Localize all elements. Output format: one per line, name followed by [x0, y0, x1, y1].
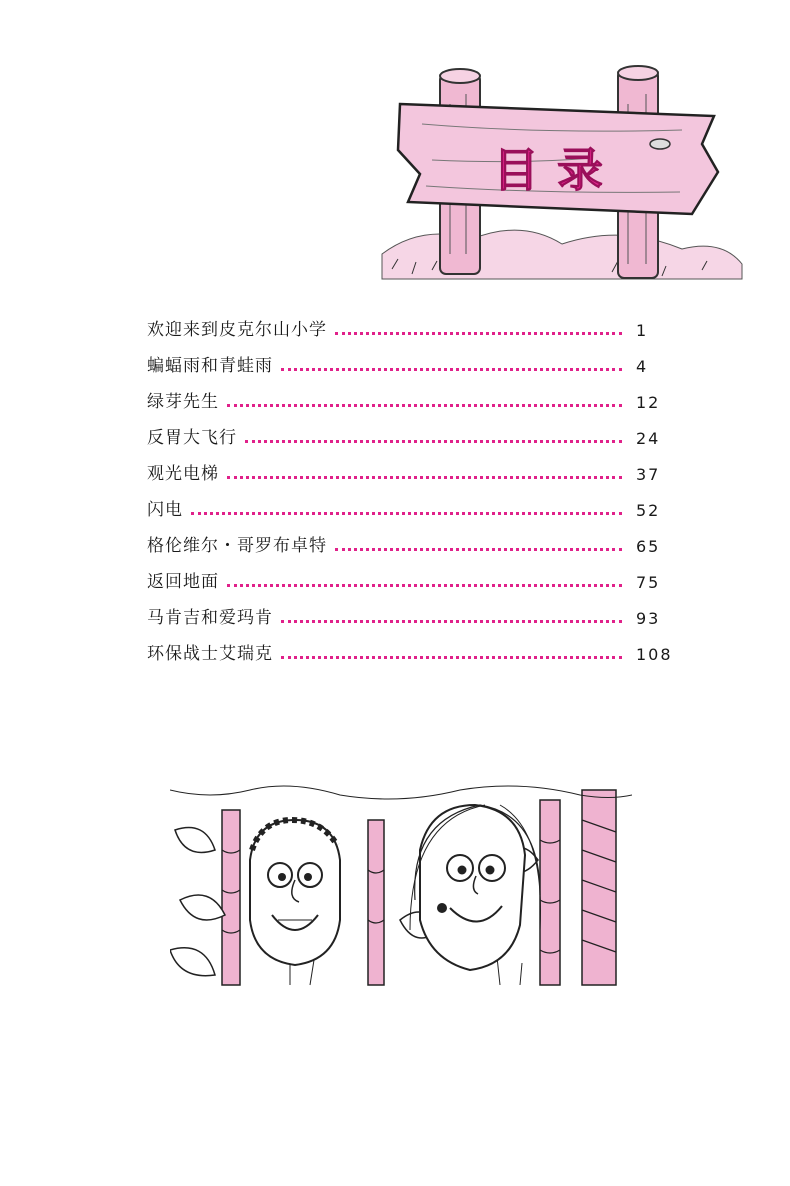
toc-entry-title: 蝙蝠雨和青蛙雨 — [147, 358, 281, 375]
toc-entry[interactable] — [147, 528, 680, 564]
ground-grass — [382, 230, 742, 279]
toc-entry-page: 24 — [636, 428, 661, 448]
toc-leader-dots — [227, 584, 622, 587]
boy-face — [250, 820, 340, 965]
toc-entry-page: 65 — [636, 536, 661, 556]
toc-entry-title: 环保战士艾瑞克 — [147, 646, 281, 663]
title-sign-illustration — [362, 64, 747, 299]
toc-leader-dots — [191, 512, 622, 515]
toc-entry[interactable] — [147, 564, 680, 600]
toc-entry[interactable] — [147, 600, 680, 636]
toc-entry-page: 108 — [636, 644, 673, 664]
toc-entry-title: 绿芽先生 — [147, 394, 227, 411]
toc-entry[interactable] — [147, 456, 680, 492]
toc-entry-page: 4 — [636, 356, 649, 376]
toc-heading: 目录 — [493, 143, 621, 197]
toc-entry-title: 闪电 — [147, 502, 191, 519]
toc-entry[interactable] — [147, 420, 680, 456]
toc-leader-dots — [335, 548, 622, 551]
toc-leader-dots — [281, 368, 622, 371]
toc-entry-page: 12 — [636, 392, 661, 412]
toc-entry[interactable] — [147, 348, 680, 384]
toc-leader-dots — [245, 440, 622, 443]
toc-entry-title: 欢迎来到皮克尔山小学 — [147, 322, 335, 339]
toc-entry[interactable] — [147, 312, 680, 348]
toc-entry-page: 1 — [636, 320, 649, 340]
toc-leader-dots — [281, 620, 622, 623]
toc-entry[interactable] — [147, 636, 680, 672]
toc-entry-title: 返回地面 — [147, 574, 227, 591]
toc-entry-page: 75 — [636, 572, 661, 592]
toc-leader-dots — [281, 656, 622, 659]
toc-entry[interactable] — [147, 384, 680, 420]
toc-leader-dots — [335, 332, 622, 335]
table-of-contents — [147, 312, 680, 672]
toc-entry-page: 37 — [636, 464, 661, 484]
toc-entry[interactable] — [147, 492, 680, 528]
toc-entry-title: 马肯吉和爱玛肯 — [147, 610, 281, 627]
toc-leader-dots — [227, 404, 622, 407]
toc-entry-page: 93 — [636, 608, 661, 628]
jungle-faces-illustration — [170, 780, 632, 988]
toc-entry-title: 反胃大飞行 — [147, 430, 245, 447]
toc-leader-dots — [227, 476, 622, 479]
toc-entry-title: 观光电梯 — [147, 466, 227, 483]
toc-entry-page: 52 — [636, 500, 661, 520]
toc-entry-title: 格伦维尔・哥罗布卓特 — [147, 538, 335, 555]
